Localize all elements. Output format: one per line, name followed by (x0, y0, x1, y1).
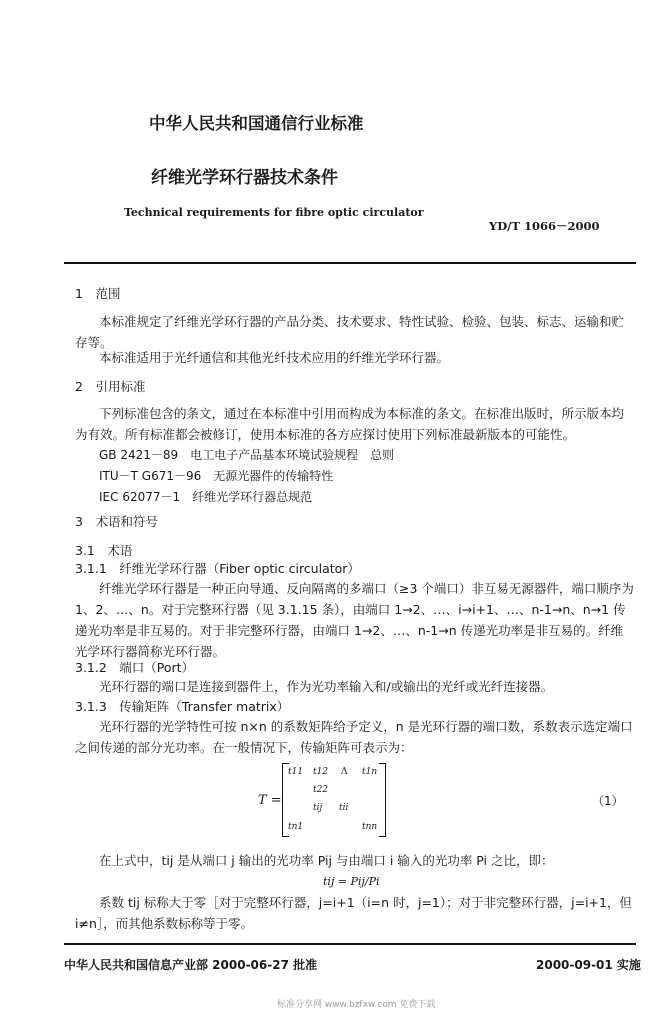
matrix-entry: t22 (313, 785, 329, 795)
title-en: Technical requirements for fibre optic circulator (124, 206, 424, 219)
formula: tij = Pij/Pi (323, 875, 380, 888)
reference-item: IEC 62077－1 纤维光学环行器总规范 (99, 490, 313, 504)
matrix-entry: tn1 (288, 822, 304, 832)
section-3-1-3-para: 光环行器的光学特性可按 n×n 的系数矩阵给予定义，n 是光环行器的端口数，系数表示选定端口之间传递的部分光功率。在一般情况下，传输矩阵可表示为： (75, 719, 633, 755)
last-paragraph: 系数 tij 标称大于零［对于完整环行器，j=i+1（i=n 时，j=1）；对于非完整环行器，j=i+1，但 i≠n］，而其他系数标称等于零。 (75, 895, 632, 931)
footer-rule (64, 943, 636, 945)
matrix-entry: tnn (362, 822, 378, 832)
section-3-heading: 3 术语和符号 (75, 514, 158, 529)
reference-item: GB 2421－89 电工电子产品基本环境试验规程 总则 (99, 448, 395, 462)
section-3-1-2-heading: 3.1.2 端口（Port） (75, 660, 195, 675)
reference-item: ITU－T G671－96 无源光器件的传输特性 (99, 469, 334, 483)
section-1-heading: 1 范围 (75, 286, 121, 301)
matrix-entry: t11 (288, 767, 304, 777)
after-matrix-text: 在上式中，tij 是从端口 j 输出的光功率 Pij 与由端口 i 输入的光功率 Pi 之比，即： (99, 853, 554, 868)
standard-org: 中华人民共和国通信行业标准 (149, 114, 364, 133)
equation-number: （1） (592, 794, 624, 808)
matrix-entry: tii (339, 803, 349, 813)
standard-code: YD/T 1066－2000 (489, 219, 600, 233)
issuer: 中华人民共和国信息产业部 2000-06-27 批准 (64, 958, 318, 972)
section-1-para-2: 本标准适用于光纤通信和其他光纤技术应用的纤维光学环行器。 (99, 350, 450, 365)
effective-date: 2000-09-01 实施 (536, 958, 641, 972)
section-3-1-2-para: 光环行器的端口是连接到器件上，作为光功率输入和/或输出的光纤或光纤连接器。 (99, 679, 554, 694)
matrix-entry: Λ (341, 767, 348, 777)
matrix-entry: tij (313, 803, 323, 813)
watermark: 标准分享网 www.bzfxw.com 免费下载 (277, 1000, 436, 1010)
matrix-entry: t12 (313, 767, 329, 777)
section-2-para-1: 下列标准包含的条文，通过在本标准中引用而构成为本标准的条文。在标准出版时，所示版本均为有效。所有标准都会被修订，使用本标准的各方应探讨使用下列标准最新版本的可能性。 (75, 406, 625, 442)
section-3-1-heading: 3.1 术语 (75, 543, 133, 558)
title-cn: 纤维光学环行器技术条件 (151, 168, 338, 188)
section-1-para-1: 本标准规定了纤维光学环行器的产品分类、技术要求、特性试验、检验、包装、标志、运输和贮存等。 (75, 314, 625, 350)
matrix-entry: t1n (362, 767, 378, 777)
matrix-right-bracket (379, 763, 386, 837)
section-3-1-1-para: 纤维光学环行器是一种正向导通、反向隔离的多端口（≥3 个端口）非互易无源器件，端口顺序为 1、2、…、n。对于完整环行器（见 3.1.15 条），由端口 1→2、…、i→i+1、…、n-1→n、n→1 传递光功率是非互易的。对于非完整环行器，由端口 1→2、…、n-1→n 传递光功率是非互易的。纤维光学环行器简称光环行器。 (75, 581, 634, 659)
section-3-1-1-heading: 3.1.1 纤维光学环行器（Fiber optic circulator） (75, 561, 360, 576)
section-2-heading: 2 引用标准 (75, 379, 146, 394)
matrix-lhs: T = (258, 793, 282, 808)
section-3-1-3-heading: 3.1.3 传输矩阵（Transfer matrix） (75, 699, 290, 714)
header-rule (64, 262, 636, 264)
